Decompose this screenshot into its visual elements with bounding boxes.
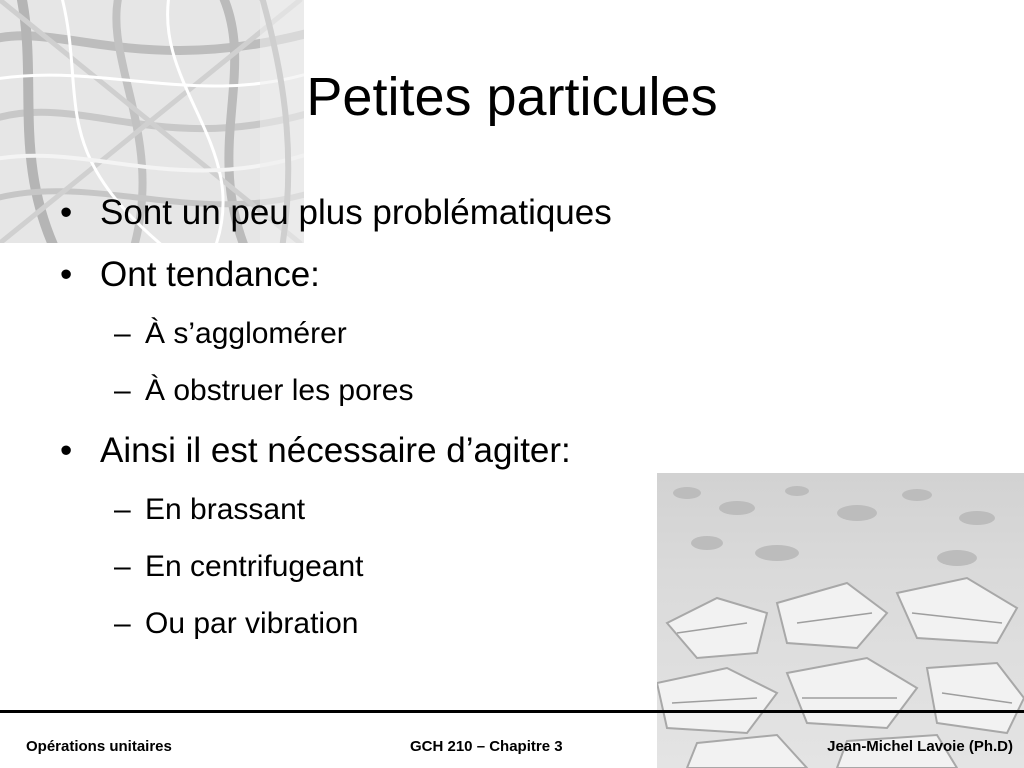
- footer-author: Jean-Michel Lavoie (Ph.D): [827, 738, 1013, 755]
- footer-course-name: Opérations unitaires: [26, 738, 172, 755]
- sub-bullet-text: À obstruer les pores: [145, 374, 414, 407]
- sub-bullet-text: En centrifugeant: [145, 550, 364, 583]
- sub-bullet-text: À s’agglomérer: [145, 317, 347, 350]
- bullet-text: Ainsi il est nécessaire d’agiter:: [100, 431, 571, 470]
- sub-bullet-item: [60, 369, 680, 413]
- sub-bullet-item: [60, 488, 680, 532]
- footer-chapter: GCH 210 – Chapitre 3: [410, 738, 563, 755]
- footer-divider: [0, 710, 1024, 713]
- bullet-marker: •: [60, 431, 73, 470]
- particles-micrograph-image: [657, 473, 1024, 768]
- bullet-list: [60, 188, 680, 659]
- bullet-item: [60, 426, 680, 476]
- sub-bullet-marker: –: [114, 374, 131, 407]
- bullet-text: Ont tendance:: [100, 255, 320, 294]
- bullet-item: [60, 250, 680, 300]
- sub-bullet-item: [60, 312, 680, 356]
- bullet-item: [60, 188, 680, 238]
- bullet-text: Sont un peu plus problématiques: [100, 193, 612, 232]
- sub-bullet-text: En brassant: [145, 493, 306, 526]
- bullet-marker: •: [60, 193, 73, 232]
- sub-bullet-item: [60, 602, 680, 646]
- sub-bullet-item: [60, 545, 680, 589]
- sub-bullet-text: Ou par vibration: [145, 607, 359, 640]
- bullet-marker: •: [60, 255, 73, 294]
- sub-bullet-marker: –: [114, 607, 131, 640]
- sub-bullet-marker: –: [114, 550, 131, 583]
- sub-bullet-marker: –: [114, 493, 131, 526]
- sub-bullet-marker: –: [114, 317, 131, 350]
- slide-title: Petites particules: [306, 67, 718, 127]
